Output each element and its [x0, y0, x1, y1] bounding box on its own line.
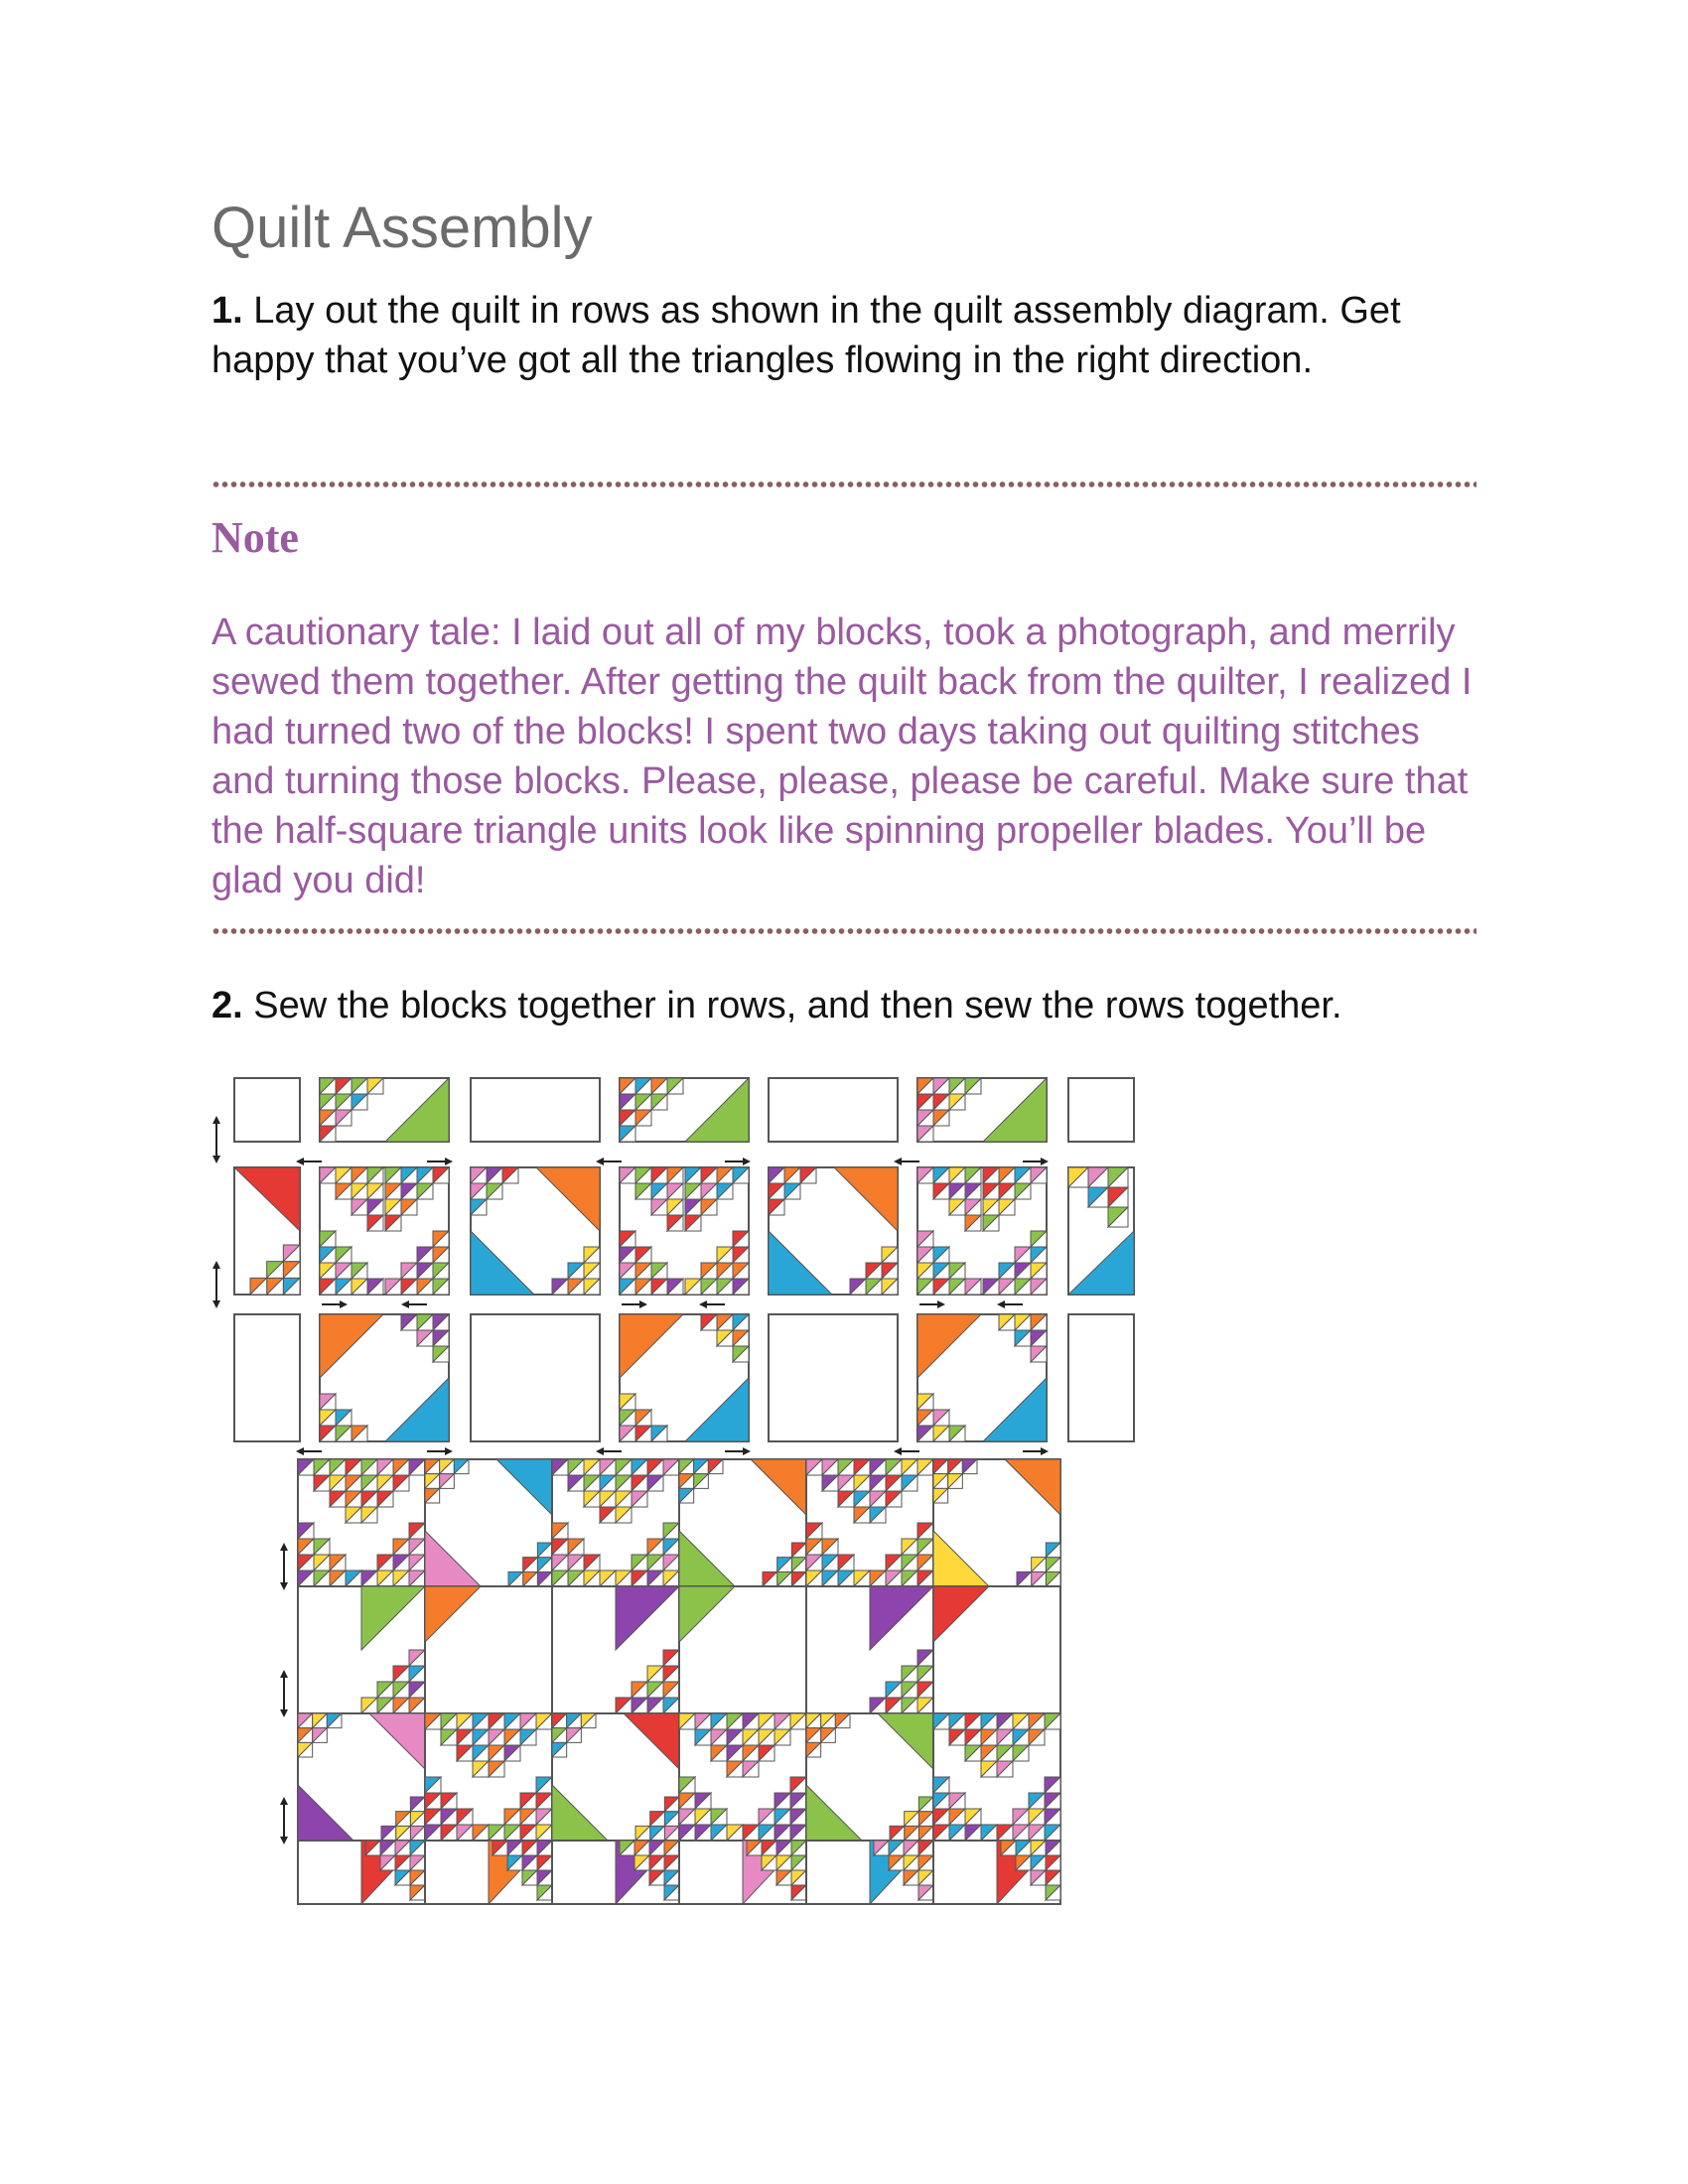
pressing-arrowhead [894, 1447, 902, 1455]
step-1-number: 1. [211, 290, 243, 332]
pressing-arrowhead [1041, 1447, 1049, 1455]
pressing-arrowhead [212, 1156, 220, 1163]
page-title: Quilt Assembly [211, 196, 593, 260]
pressing-arrowhead [212, 1261, 220, 1269]
pressing-arrowhead [596, 1158, 604, 1165]
pressing-arrowhead [296, 1447, 304, 1455]
pressing-arrowhead [280, 1797, 288, 1805]
pressing-arrowhead [212, 1116, 220, 1124]
pressing-arrowhead [894, 1158, 902, 1165]
dotted-rule-top [211, 480, 1477, 488]
pressing-arrowhead [445, 1158, 453, 1165]
step-2 [211, 981, 1502, 1030]
pressing-arrowhead [280, 1543, 288, 1551]
pressing-arrowhead [997, 1300, 1005, 1308]
pressing-arrowhead [596, 1447, 604, 1455]
pressing-arrowhead [639, 1300, 647, 1308]
pressing-arrowhead [445, 1447, 453, 1455]
pressing-arrowhead [212, 1300, 220, 1308]
pressing-arrowhead [280, 1837, 288, 1844]
pressing-arrowhead [280, 1709, 288, 1717]
note-heading: Note [211, 513, 299, 562]
dotted-rule-bottom [211, 927, 1477, 935]
row-a-block [234, 1078, 300, 1142]
pressing-arrowhead [340, 1300, 348, 1308]
step-2-text: Sew the blocks together in rows, and then sew the rows together. [242, 985, 1342, 1026]
pressing-arrowhead [937, 1300, 945, 1308]
row-c-block [471, 1314, 600, 1441]
quilt-assembly-diagram [199, 1062, 1152, 1926]
pressing-arrowhead [401, 1300, 409, 1308]
pressing-arrowhead [743, 1447, 751, 1455]
step-1 [211, 286, 1502, 385]
row-a-block [1068, 1078, 1134, 1142]
pressing-arrowhead [280, 1670, 288, 1678]
row-c-block [769, 1314, 898, 1441]
row-a-block [769, 1078, 898, 1142]
pressing-arrowhead [280, 1582, 288, 1590]
pressing-arrowhead [1041, 1158, 1049, 1165]
row-a-block [471, 1078, 600, 1142]
note-body: A cautionary tale: I laid out all of my blocks, took a photograph, and merrily sewed them together. After getting the quilt back from the quilter, I realized I had turned two of the blocks! I spent two days taking out quilting stitches and turning those blocks. Please, please, please be careful. Make sure that the half-square triangle units look like spinning propeller blades. You’ll be glad you did! [211, 612, 1473, 901]
pressing-arrowhead [296, 1158, 304, 1165]
row-c-block [1068, 1314, 1134, 1441]
step-2-number: 2. [211, 985, 243, 1026]
step-1-text: Lay out the quilt in rows as shown in the quilt assembly diagram. Get happy that you’ve got all the triangles flowing in the right direction. [211, 290, 1401, 381]
row-c-block [234, 1314, 300, 1441]
pressing-arrowhead [743, 1158, 751, 1165]
pressing-arrowhead [699, 1300, 707, 1308]
